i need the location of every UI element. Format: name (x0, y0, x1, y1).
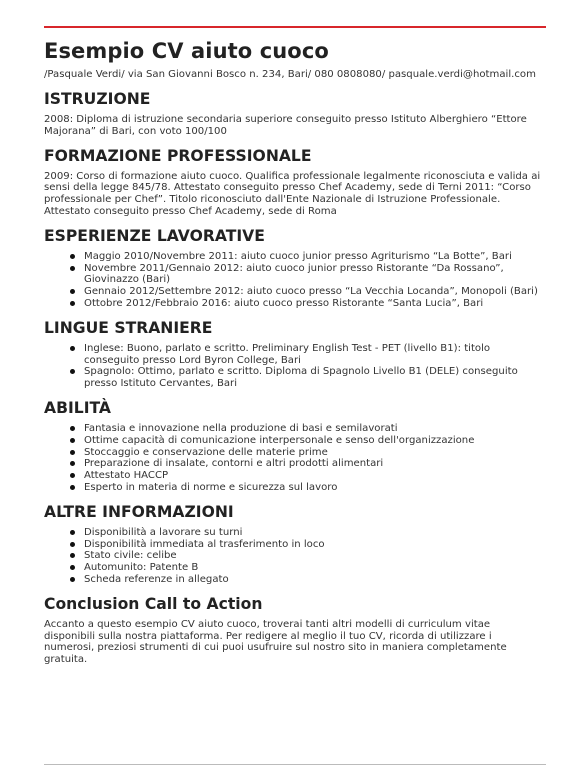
bullet-icon (70, 426, 75, 431)
list-item (84, 550, 544, 562)
cv-content (44, 38, 544, 666)
list-item-text: Attestato HACCP (84, 470, 169, 482)
list-item (84, 298, 544, 310)
list-item-text: Ottobre 2012/Febbraio 2016: aiuto cuoco presso Ristorante “Santa Lucia”, Bari (84, 297, 484, 309)
section-title-formazione: FORMAZIONE PROFESSIONALE (44, 146, 312, 165)
bullet-icon (70, 553, 75, 558)
bullet-icon (70, 450, 75, 455)
lingue-list (44, 343, 544, 390)
bullet-icon (70, 577, 75, 582)
list-item-text: Scheda referenze in allegato (84, 573, 229, 585)
bullet-icon (70, 485, 75, 490)
list-item-text: Gennaio 2012/Settembre 2012: aiuto cuoco presso “La Vecchia Locanda”, Monopoli (Bari) (84, 286, 538, 298)
altre-list (44, 527, 544, 586)
bullet-icon (70, 473, 75, 478)
esperienze-list (44, 251, 544, 310)
abilita-list (44, 423, 544, 494)
list-item-text: Stoccaggio e conservazione delle materie prime (84, 446, 328, 458)
cv-title: Esempio CV aiuto cuoco (44, 39, 329, 63)
list-item (84, 251, 544, 263)
bullet-icon (70, 461, 75, 466)
bullet-icon (70, 369, 75, 374)
list-item (84, 539, 544, 551)
list-item (84, 435, 544, 447)
formazione-text: 2009: Corso di formazione aiuto cuoco. Qualifica professionale legalmente riconosciuta e valida ai sensi della legge 845/78. Attestato conseguito presso Chef Academy, sede di Terni 2011: “Corso professionale per Chef”. Titolo riconosciuto dall'Ente Nazionale di Istruzione Professionale. Attestato conseguito presso Chef Academy, sede di Roma (44, 170, 541, 217)
contact-info: /Pasquale Verdi/ via San Giovanni Bosco n. 234, Bari/ 080 0808080/ pasquale.verdi@hotmail.com (44, 69, 536, 80)
list-item (84, 482, 544, 494)
header-accent-line (44, 26, 546, 28)
bullet-icon (70, 438, 75, 443)
conclusion-text: Accanto a questo esempio CV aiuto cuoco, troverai tanti altri modelli di curriculum vitae disponibili sulla nostra piattaforma. Per redigere al meglio il tuo CV, ricorda di utilizzare i numerosi, preziosi strumenti di cui puoi usufruire sul nostro sito in maniera completamente gratuita. (44, 618, 507, 666)
bullet-icon (70, 254, 75, 259)
section-title-istruzione: ISTRUZIONE (44, 90, 151, 108)
bullet-icon (70, 266, 75, 271)
bullet-icon (70, 346, 75, 351)
list-item-text: Esperto in materia di norme e sicurezza sul lavoro (84, 481, 338, 493)
section-title-altre: ALTRE INFORMAZIONI (44, 502, 234, 521)
list-item (84, 562, 544, 574)
list-item-text: Fantasia e innovazione nella produzione di basi e semilavorati (84, 422, 398, 434)
section-title-lingue: LINGUE STRANIERE (44, 318, 213, 337)
list-item (84, 343, 544, 367)
list-item (84, 527, 544, 539)
list-item-text: Automunito: Patente B (84, 562, 199, 574)
istruzione-text: 2008: Diploma di istruzione secondaria superiore conseguito presso Istituto Alberghiero “Ettore Majorana” di Bari, con voto 100/100 (44, 114, 527, 137)
bullet-icon (70, 289, 75, 294)
list-item-text: Disponibilità immediata al trasferimento in loco (84, 538, 325, 550)
list-item-text: Ottime capacità di comunicazione interpersonale e senso dell'organizzazione (84, 434, 475, 446)
list-item-text: Inglese: Buono, parlato e scritto. Preliminary English Test - PET (livello B1): titolo conseguito presso Lord Byron College, Bari (84, 342, 491, 366)
list-item (84, 447, 544, 459)
section-title-abilita: ABILITÀ (44, 398, 111, 417)
bullet-icon (70, 565, 75, 570)
list-item (84, 366, 544, 390)
bullet-icon (70, 530, 75, 535)
list-item-text: Maggio 2010/Novembre 2011: aiuto cuoco junior presso Agriturismo “La Botte”, Bari (84, 250, 512, 262)
list-item-text: Disponibilità a lavorare su turni (84, 526, 243, 538)
list-item (84, 458, 544, 470)
list-item-text: Preparazione di insalate, contorni e altri prodotti alimentari (84, 458, 384, 470)
list-item (84, 263, 544, 287)
list-item-text: Spagnolo: Ottimo, parlato e scritto. Diploma di Spagnolo Livello B1 (DELE) conseguito presso Istituto Cervantes, Bari (84, 366, 518, 390)
footer-divider (44, 764, 546, 765)
list-item-text: Stato civile: celibe (84, 550, 177, 562)
list-item-text: Novembre 2011/Gennaio 2012: aiuto cuoco junior presso Ristorante “Da Rossano”, Giovinazzo (Bari) (84, 262, 504, 286)
bullet-icon (70, 542, 75, 547)
section-title-conclusion: Conclusion Call to Action (44, 594, 263, 613)
list-item (84, 574, 544, 586)
bullet-icon (70, 301, 75, 306)
list-item (84, 423, 544, 435)
section-title-esperienze: ESPERIENZE LAVORATIVE (44, 226, 265, 245)
list-item (84, 286, 544, 298)
list-item (84, 470, 544, 482)
